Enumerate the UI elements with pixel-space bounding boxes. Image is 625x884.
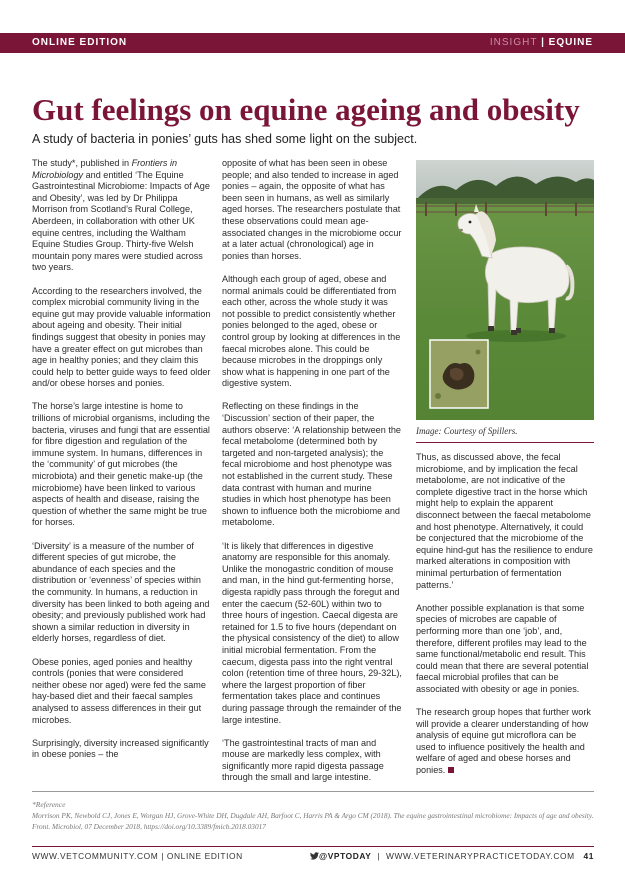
paragraph: The horse’s large intestine is home to trillions of microbial organisms, including the bacteria, viruses and fungi that are essential for fibre digestion and regulation of the immune system. In humans, differences in the ‘community’ of gut microbes (the microbiota) and their genetic make-up (the microbiome) have been linked to various aspects of health and disease, raising the question of whether the same might be true for horses. bbox=[32, 401, 210, 528]
paragraph: Thus, as discussed above, the fecal microbiome, and by implication the fecal metabolome, are not indicative of the complete digestive tract in the horse which might help to explain the apparent disconnect between the faecal metabolome and host phenotype. Alternatively, it could be conjectured that the microbiome of the equine hind-gut has the resilience to endure marked alterations in composition with minimal perturbation of fermentation patterns.’ bbox=[416, 452, 593, 590]
edition-label: ONLINE EDITION bbox=[32, 37, 128, 48]
section-separator: | bbox=[541, 37, 545, 48]
paragraph: According to the researchers involved, the complex microbial community living in the equine gut may provide valuable information about ageing and obesity. Their initial findings suggest that obesity in ponies may have a greater effect on gut microbes than age in healthy ponies; and they claim this could help to better guide ways to feed older and/or obese horses and ponies. bbox=[32, 285, 211, 389]
section-insight: INSIGHT bbox=[489, 37, 538, 48]
header-bar bbox=[0, 33, 625, 53]
text: The study*, published in bbox=[32, 158, 132, 168]
column-3 bbox=[416, 452, 594, 788]
reference-label: *Reference bbox=[32, 800, 66, 809]
pony-photo-illustration bbox=[416, 160, 594, 420]
page-number: 41 bbox=[583, 851, 594, 861]
article-subtitle: A study of bacteria in ponies’ guts has shed some light on the subject. bbox=[32, 132, 418, 146]
reference-divider bbox=[32, 791, 594, 792]
paragraph: Surprisingly, diversity increased significantly in obese ponies – the bbox=[32, 737, 209, 760]
paragraph: ‘It is likely that differences in digestive anatomy are responsible for this anomaly. Unlike the monogastric condition of mouse and man, in the hind gut-fermenting horse, digesta rapidly pass through the foregut and enter the caecum (52-60L) within two to three hours of ingestion. Caecal digesta are retained for 1.5 to five hours (dependant on the physical consistency of the diet) to allow initial microbial fermentation. From the caecum, digesta pass into the right ventral colon (retention time of three hours, 29-32L), where the largest proportion of fiber fermentation takes place and continues during passage through the remainder of the large intestine. bbox=[222, 540, 402, 725]
column-1 bbox=[32, 158, 212, 772]
footer-left: WWW.VETCOMMUNITY.COM | ONLINE EDITION bbox=[32, 851, 243, 861]
footer-divider bbox=[32, 846, 594, 847]
text: and entitled ‘The Equine Gastrointestinal Microbiome: Impacts of Age and Obesity’, was led by Dr Philippa Morrison from Scotland’s Rural College, Aberdeen, in collaboration with other UK equine centres, including the Waltham Equine Studies Group. Thirty-five Welsh mountain pony mares were studied across two years. bbox=[32, 169, 210, 273]
photo-caption: Image: Courtesy of Spillers. bbox=[416, 426, 518, 436]
article-title: Gut feelings on equine ageing and obesity bbox=[32, 92, 580, 127]
section-equine: EQUINE bbox=[548, 37, 593, 48]
reference-text: Morrison PK, Newbold CJ, Jones E, Worgan HJ, Grove-White DH, Dugdale AH, Barfoot C, Harris PA & Argo CM (2018). The equine gastrointestinal microbiome: Impacts of age and obesity. Front. Microbiol, 07 December 2018, https://doi.org/10.3389/fmicb.2018.03017 bbox=[32, 811, 594, 831]
column-2 bbox=[222, 158, 402, 796]
paragraph bbox=[416, 707, 594, 777]
paragraph: Another possible explanation is that some species of microbes are capable of performing more than one ‘job’, and, therefore, different profiles may lead to the same functional/metabolic end result. This could mean that there are several potential faecal microbial profiles that can be associated with obesity or age in ponies. bbox=[416, 602, 589, 694]
paragraph: Although each group of aged, obese and normal animals could be differentiated from each other, across the whole study it was not possible to predict consistently whether ponies belonged to the aged, obese or control group by looking at differences in the faecal microbes alone. This could be because microbes in the droppings only show what is happening in one part of the digestive system. bbox=[222, 273, 401, 389]
journal-name: Frontiers in Microbiology bbox=[32, 158, 178, 180]
pony-photo bbox=[416, 160, 594, 420]
caption-divider bbox=[416, 442, 594, 443]
footer-website: | WWW.VETERINARYPRACTICETODAY.COM bbox=[371, 851, 575, 861]
twitter-handle[interactable]: @VPTODAY bbox=[318, 851, 372, 861]
end-mark-icon bbox=[448, 767, 454, 773]
twitter-icon bbox=[310, 852, 319, 860]
paragraph: Obese ponies, aged ponies and healthy controls (ponies that were considered neither obese nor aged) were fed the same hay-based diet and their faecal samples analysed to assess differences in their gut microbes. bbox=[32, 656, 206, 725]
paragraph bbox=[32, 158, 212, 274]
section-label bbox=[490, 37, 593, 48]
paragraph: Reflecting on these findings in the ‘Discussion’ section of their paper, the authors observe: ‘A relationship between the fecal metabolome (determined both by targeted and non-targeted analysis); the fecal microbiome and host phenotype was not established in the current study. These data contrast with human and murine studies in which host phenotype has been shown to influence both the microbiome and metabolome. bbox=[222, 401, 401, 528]
text: The research group hopes that further work will provide a clearer understanding of how analysis of equine gut microflora can be used to influence positively the health and welfare of aged and obese horses and ponies. bbox=[416, 707, 591, 776]
paragraph: ‘The gastrointestinal tracts of man and mouse are markedly less complex, with significantly more rapid digesta passage through the small and large intestine. bbox=[222, 737, 384, 783]
paragraph: ‘Diversity’ is a measure of the number of different species of gut microbe, the abundance of each species and the distribution or ‘evenness’ of species within the community. In humans, a reduction in diversity has been linked to both ageing and obesity; and previously published work had shown a similar reduction in diversity in elderly horses, regardless of diet. bbox=[32, 540, 210, 644]
footer-right bbox=[310, 851, 594, 861]
paragraph: opposite of what has been seen in obese people; and also tended to increase in aged ponies – again, the opposite of what has been seen in humans, as well as similarly aged horses. The researchers postulate that these observations could mean age-associated changes in the microbiome occur at a later actual (chronological) age in ponies than horses. bbox=[222, 158, 402, 261]
